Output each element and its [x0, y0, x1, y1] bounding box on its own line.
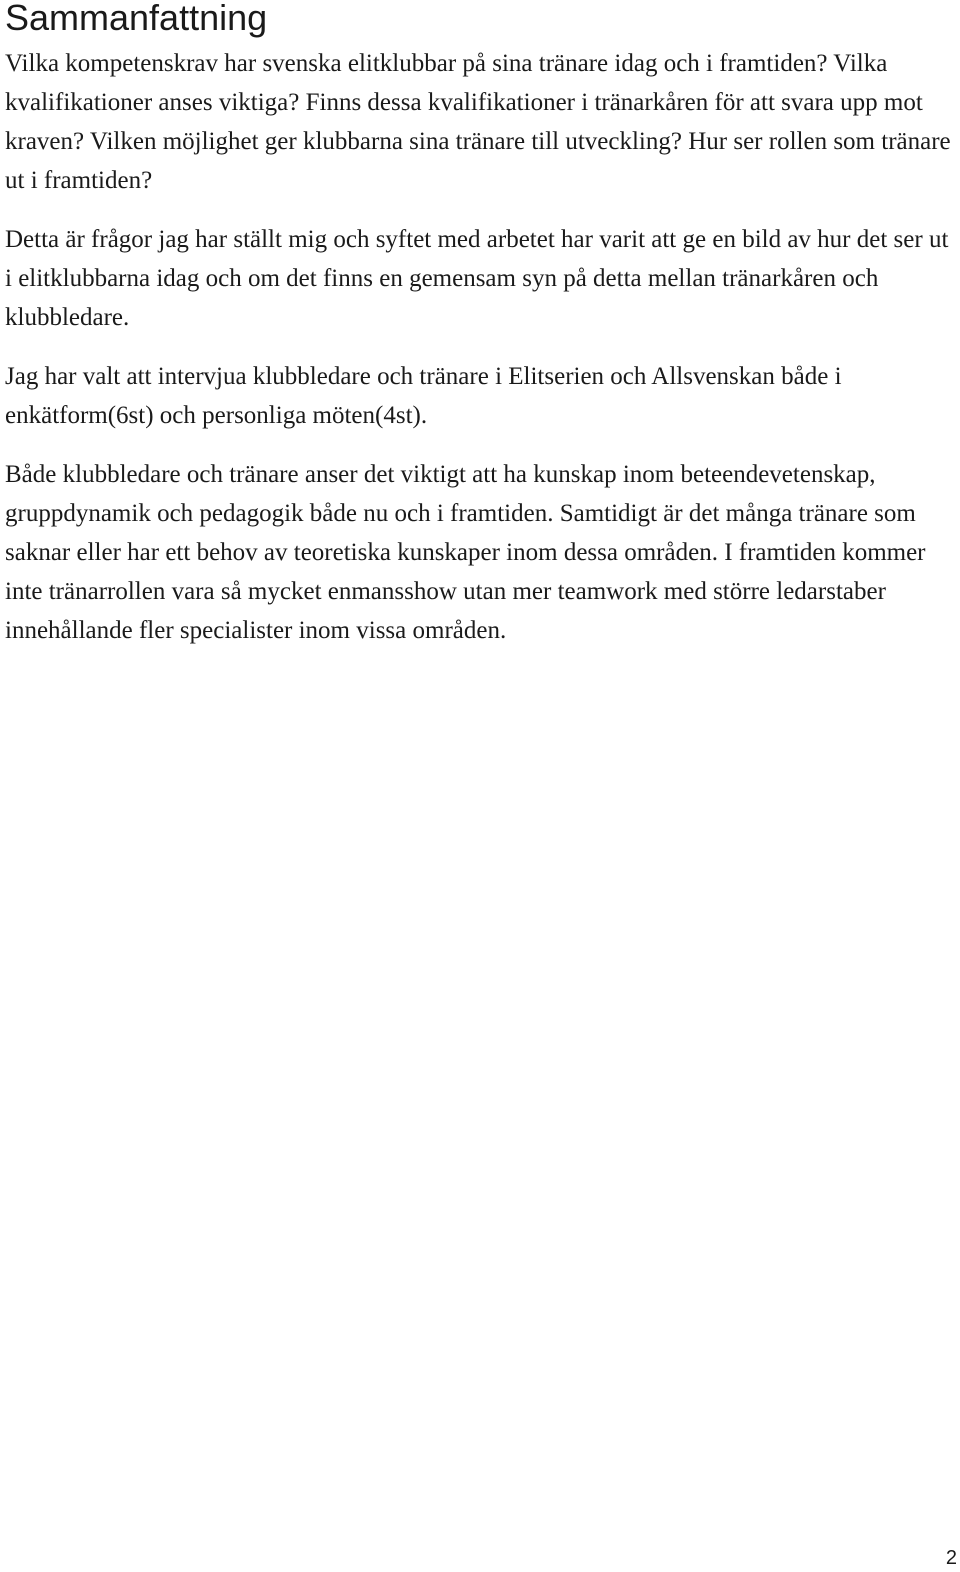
- paragraph-intro-questions: Vilka kompetenskrav har svenska elitklubbar på sina tränare idag och i framtiden? Vilka kvalifikationer anses viktiga? Finns dessa kvalifikationer i tränarkåren för att svara upp mot kraven? Vilken möjlighet ger klubbarna sina tränare till utveckling? Hur ser rollen som tränare ut i framtiden?: [5, 50, 951, 194]
- page-title: Sammanfattning: [5, 0, 268, 38]
- document-body: [5, 44, 955, 670]
- page-number: 2: [945, 1547, 957, 1569]
- paragraph-method: Jag har valt att intervjua klubbledare och tränare i Elitserien och Allsvenskan både i enkätform(6st) och personliga möten(4st).: [5, 363, 842, 429]
- paragraph-findings: Både klubbledare och tränare anser det viktigt att ha kunskap inom beteendevetenskap, gruppdynamik och pedagogik både nu och i framtiden. Samtidigt är det många tränare som saknar eller har ett behov av teoretiska kunskaper inom dessa områden. I framtiden kommer inte tränarrollen vara så mycket enmansshow utan mer teamwork med större ledarstaber innehållande fler specialister inom vissa områden.: [5, 461, 926, 644]
- paragraph-purpose: Detta är frågor jag har ställt mig och syftet med arbetet har varit att ge en bild av hur det ser ut i elitklubbarna idag och om det finns en gemensam syn på detta mellan tränarkåren och klubbledare.: [5, 226, 949, 331]
